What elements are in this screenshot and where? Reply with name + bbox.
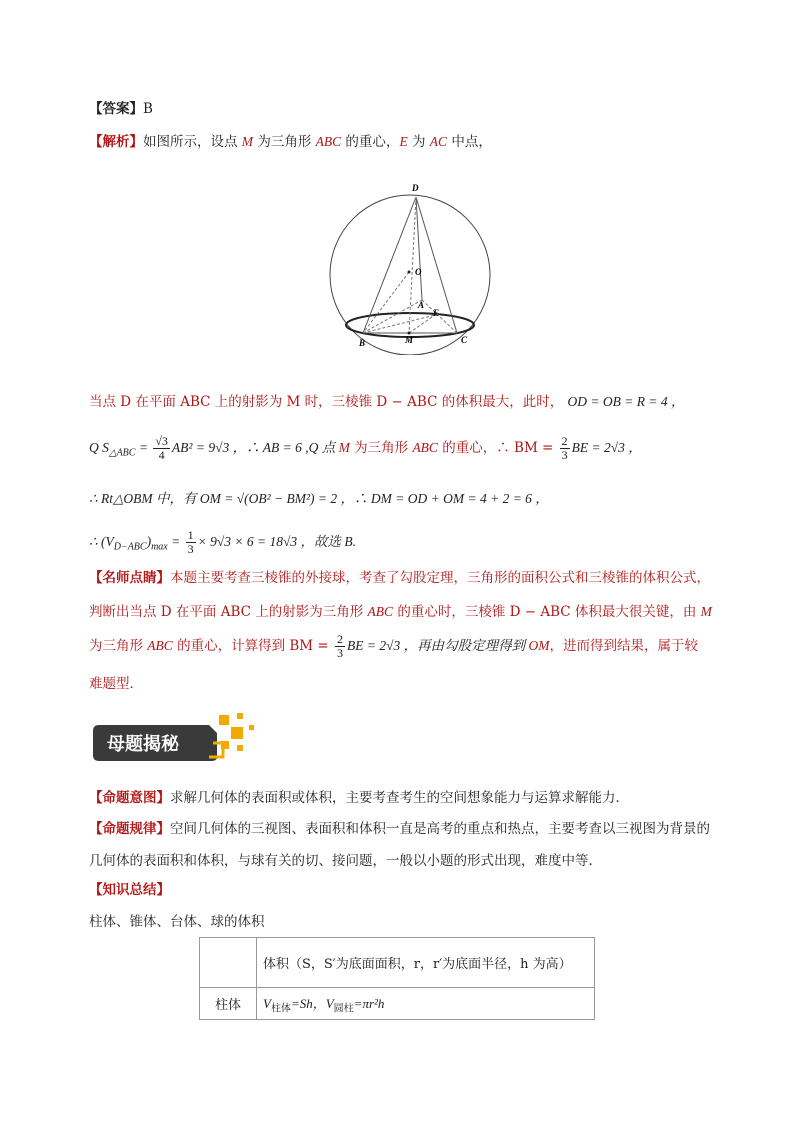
analysis-label: 【解析】 xyxy=(89,134,143,150)
rule-line-2 xyxy=(89,850,602,872)
intro-m: M xyxy=(241,134,254,149)
intro-text: 为三角形 xyxy=(253,134,316,150)
answer-line xyxy=(89,98,153,120)
line2-c: AB² = 9√3 ，∴ AB = 6 ,Q 点 xyxy=(171,440,339,455)
summary-line xyxy=(89,879,170,901)
label-e: E xyxy=(433,308,440,318)
solution-line-1 xyxy=(89,391,684,413)
table-row-formula xyxy=(257,988,595,1020)
frac-den: 4 xyxy=(158,448,165,462)
line2-d: 为三角形 xyxy=(349,440,413,456)
line4-b: ) xyxy=(146,534,152,549)
teacher-line-1 xyxy=(89,567,710,589)
row-label-text: 柱体 xyxy=(214,998,241,1013)
teacher-p3d: ，进而得到结果，属于较 xyxy=(549,638,699,654)
frac-sqrt3-4 xyxy=(153,435,170,462)
formula-part: =Sh，V xyxy=(290,995,334,1011)
frac-den: 3 xyxy=(561,448,568,462)
teacher-p3a: 为三角形 xyxy=(89,638,148,654)
teacher-p4: 难题型． xyxy=(89,676,143,692)
line4-a: ∴ (V xyxy=(89,534,114,549)
volume-table xyxy=(199,937,595,1020)
frac-2-3 xyxy=(560,435,570,462)
intro-e: E xyxy=(399,134,408,149)
intro-text: 为 xyxy=(407,134,430,150)
line4-d: × 9√3 × 6 = 18√3 ，故选 B. xyxy=(197,534,357,549)
table-header: 体积（S，S′为底面面积，r，r′为底面半径，h 为高） xyxy=(263,957,572,972)
formula-sub: 柱体 xyxy=(270,1003,291,1015)
teacher-p3abc: ABC xyxy=(147,638,173,653)
label-a: A xyxy=(418,300,425,310)
frac-num: 2 xyxy=(561,434,568,448)
table-row xyxy=(200,988,595,1020)
frac-2-3-b xyxy=(335,633,345,660)
intro-text: 中点， xyxy=(447,134,492,150)
rule-text2: 几何体的表面积和体积，与球有关的切、接问题，一般以小题的形式出现，难度中等． xyxy=(89,853,602,869)
line3-text: ∴ Rt△OBM 中，有 OM = √(OB² − BM²) = 2 ，∴ DM = OD + OM = 4 + 2 = 6 ， xyxy=(89,491,549,506)
frac-den: 3 xyxy=(187,542,194,556)
label-m: M xyxy=(405,335,414,345)
label-c: C xyxy=(461,335,468,345)
rule-line-1 xyxy=(89,818,710,840)
subtitle-line xyxy=(89,911,265,933)
line2-m: M xyxy=(338,440,350,455)
formula-part: V xyxy=(263,995,271,1011)
line2-eq: = xyxy=(135,440,152,455)
intro-text: 如图所示，设点 xyxy=(143,134,242,150)
intro-text: 的重心， xyxy=(341,134,400,150)
solution-line-2 xyxy=(89,433,642,463)
table-cell-empty xyxy=(200,938,257,988)
solution-line-4 xyxy=(89,527,356,557)
formula-sub: 圆柱 xyxy=(333,1003,354,1015)
intent-text: 求解几何体的表面积或体积，主要考查考生的空间想象能力与运算求解能力． xyxy=(170,790,629,806)
summary-label: 【知识总结】 xyxy=(89,882,170,898)
banner-title: 母题揭秘 xyxy=(107,734,179,755)
frac-num: 1 xyxy=(187,528,194,542)
formula-part: =πr²h xyxy=(353,995,385,1011)
section-banner xyxy=(91,713,261,763)
teacher-p2m: M xyxy=(700,604,712,619)
line1-text: 当点 D 在平面 ABC 上的射影为 M 时，三棱锥 D − ABC 的体积最大，此时， xyxy=(89,394,564,410)
teacher-p3b: 的重心，计算得到 BM = xyxy=(172,638,334,654)
frac-num: √3 xyxy=(155,434,168,448)
intro-abc: ABC xyxy=(315,134,342,149)
line4-sub: D−ABC xyxy=(113,541,147,553)
table-header-cell xyxy=(257,938,595,988)
solution-line-3 xyxy=(89,488,549,510)
line2-q: Q S xyxy=(89,440,109,455)
teacher-p3c: BE = 2√3 ，再由勾股定理得到 xyxy=(347,638,529,653)
frac-1-3 xyxy=(186,529,196,556)
teacher-p1: 本题主要考查三棱锥的外接球，考查了勾股定理，三角形的面积公式和三棱锥的体积公式， xyxy=(170,570,710,586)
answer-label: 【答案】 xyxy=(89,101,143,117)
line4-c: = xyxy=(167,534,184,549)
line4-max: max xyxy=(151,541,168,553)
line2-f: BE = 2√3 ， xyxy=(571,440,642,455)
table-row-label xyxy=(200,988,257,1020)
intro-ac: AC xyxy=(429,134,448,149)
teacher-p2a: 判断出当点 D 在平面 ABC 上的射影为三角形 xyxy=(89,604,368,620)
line2-sub: △ABC xyxy=(108,447,136,459)
teacher-line-2 xyxy=(89,601,712,623)
label-b: B xyxy=(359,338,366,348)
rule-label: 【命题规律】 xyxy=(89,821,170,837)
analysis-intro xyxy=(89,131,492,153)
teacher-p2abc: ABC xyxy=(367,604,394,619)
teacher-p2b: 的重心时，三棱锥 D − ABC 体积最大很关键，由 xyxy=(393,604,701,620)
table-row xyxy=(200,938,595,988)
frac-den: 3 xyxy=(337,646,344,660)
line2-abc: ABC xyxy=(412,440,438,455)
teacher-p3om: OM xyxy=(528,638,550,653)
teacher-line-3 xyxy=(89,631,698,661)
intent-line xyxy=(89,787,629,809)
rule-text1: 空间几何体的三视图、表面积和体积一直是高考的重点和热点，主要考查以三视图为背景的 xyxy=(170,821,710,837)
intent-label: 【命题意图】 xyxy=(89,790,170,806)
answer-value: B xyxy=(143,101,153,117)
sphere-pyramid-figure xyxy=(325,175,495,355)
line2-e: 的重心，∴ BM = xyxy=(437,440,558,456)
frac-num: 2 xyxy=(337,632,344,646)
teacher-label: 【名师点睛】 xyxy=(89,570,170,586)
label-o: O xyxy=(415,267,422,277)
label-d: D xyxy=(412,183,419,193)
subtitle-text: 柱体、锥体、台体、球的体积 xyxy=(89,914,265,930)
line1-eq: OD = OB = R = 4 ， xyxy=(567,394,685,409)
teacher-line-4 xyxy=(89,673,143,695)
